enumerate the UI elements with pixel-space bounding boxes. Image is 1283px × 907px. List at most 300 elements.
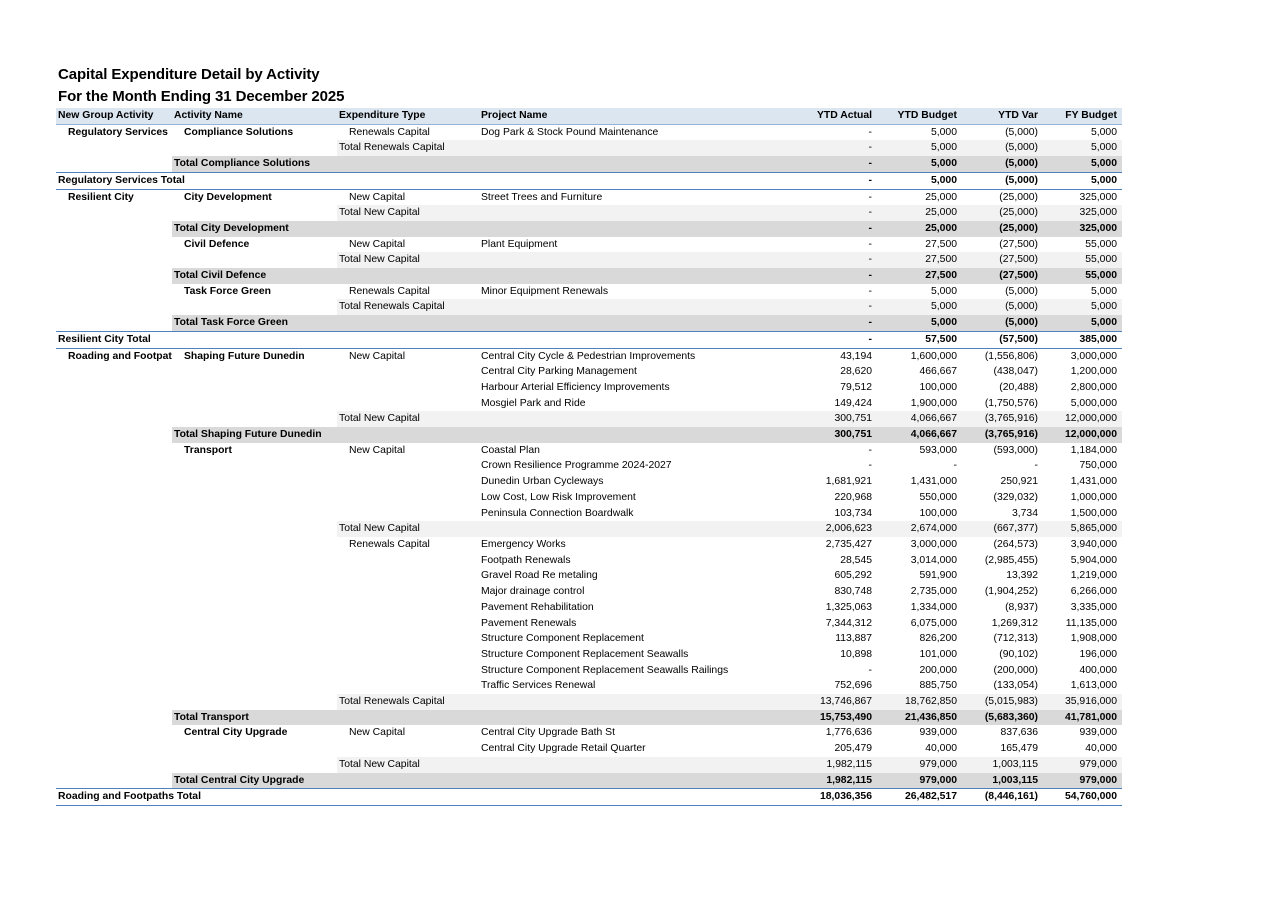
empty-cell: [56, 205, 172, 221]
fy-budget-cell: 5,000: [1090, 285, 1117, 297]
ytd-actual-cell: -: [868, 664, 872, 676]
ytd-actual-cell: 1,325,063: [825, 601, 872, 613]
project-cell: Pavement Renewals: [481, 617, 577, 629]
project-cell: Harbour Arterial Efficiency Improvements: [481, 381, 670, 393]
exp-type-cell: [337, 647, 479, 663]
table-row: [56, 380, 1122, 396]
group-cell: [56, 237, 172, 253]
activity-total-label: Total Compliance Solutions: [172, 156, 789, 172]
ytd-var-cell: (8,446,161): [962, 789, 1043, 806]
group-cell: [56, 663, 172, 679]
ytd-var-cell: (20,488): [999, 381, 1038, 393]
group-cell: [56, 616, 172, 632]
table-row: [56, 348, 1122, 364]
project-cell: Footpath Renewals: [481, 554, 571, 566]
group-cell: [56, 364, 172, 380]
fy-budget-cell: 5,000,000: [1070, 397, 1117, 409]
empty-cell: [172, 694, 337, 710]
empty-cell: [56, 710, 172, 726]
subtotal-label: Total New Capital: [337, 252, 479, 268]
ytd-var-cell: (1,904,252): [984, 586, 1038, 598]
group-cell: [56, 584, 172, 600]
activity-total-label: Total Civil Defence: [172, 268, 789, 284]
empty-cell: [172, 299, 337, 315]
table-row: [56, 568, 1122, 584]
table-row: [56, 616, 1122, 632]
fy-budget-cell: 11,135,000: [1065, 617, 1117, 629]
ytd-var-cell: -: [1034, 460, 1038, 472]
empty-cell: [56, 221, 172, 237]
ytd-var-cell: (25,000): [999, 191, 1038, 203]
fy-budget-cell: 1,431,000: [1070, 476, 1117, 488]
table-row: [56, 631, 1122, 647]
fy-budget-cell: 5,000: [1043, 140, 1122, 156]
ytd-actual-cell: -: [789, 221, 877, 237]
ytd-var-cell: (25,000): [962, 205, 1043, 221]
empty-cell: [172, 205, 337, 221]
ytd-var-cell: (200,000): [993, 664, 1038, 676]
table-row: [56, 490, 1122, 506]
fy-budget-cell: 3,335,000: [1070, 601, 1117, 613]
group-total-row: [56, 331, 1122, 348]
ytd-budget-cell: 885,750: [919, 680, 957, 692]
activity-total-row: [56, 710, 1122, 726]
group-total-label: Roading and Footpaths Total: [56, 789, 789, 806]
group-cell: [56, 443, 172, 459]
group-cell: [56, 647, 172, 663]
activity-cell: Compliance Solutions: [184, 126, 294, 138]
ytd-budget-cell: 1,600,000: [910, 350, 957, 362]
table-row: [56, 364, 1122, 380]
table-row: [56, 537, 1122, 553]
exp-type-subtotal-row: [56, 299, 1122, 315]
table-row: [56, 678, 1122, 694]
ytd-var-cell: (593,000): [993, 444, 1038, 456]
project-cell: Dunedin Urban Cycleways: [481, 476, 604, 488]
exp-type-cell: Renewals Capital: [349, 538, 430, 550]
activity-total-label: Total Transport: [172, 710, 789, 726]
fy-budget-cell: 1,908,000: [1070, 633, 1117, 645]
ytd-actual-cell: -: [868, 238, 872, 250]
fy-budget-cell: 55,000: [1085, 238, 1117, 250]
fy-budget-cell: 5,000: [1043, 156, 1122, 172]
fy-budget-cell: 1,613,000: [1070, 680, 1117, 692]
ytd-var-cell: (712,313): [993, 633, 1038, 645]
ytd-budget-cell: 27,500: [925, 238, 957, 250]
ytd-var-cell: (5,015,983): [962, 694, 1043, 710]
empty-cell: [56, 299, 172, 315]
subtotal-label: Total Renewals Capital: [337, 694, 479, 710]
ytd-budget-cell: 5,000: [930, 285, 957, 297]
ytd-var-cell: (27,500): [962, 252, 1043, 268]
exp-type-cell: [337, 678, 479, 694]
ytd-var-cell: (5,000): [962, 156, 1043, 172]
ytd-var-cell: (438,047): [993, 366, 1038, 378]
table-row: [56, 458, 1122, 474]
empty-cell: [479, 521, 789, 537]
activity-total-label: Total City Development: [172, 221, 789, 237]
group-cell: Regulatory Services: [68, 126, 168, 138]
table-row: [56, 284, 1122, 300]
ytd-actual-cell: 28,545: [840, 554, 872, 566]
ytd-actual-cell: -: [868, 126, 872, 138]
fy-budget-cell: 325,000: [1043, 221, 1122, 237]
activity-cell: [172, 537, 337, 553]
project-cell: Central City Upgrade Bath St: [481, 727, 615, 739]
ytd-var-cell: 3,734: [1011, 507, 1038, 519]
ytd-actual-cell: 2,006,623: [789, 521, 877, 537]
activity-cell: [172, 380, 337, 396]
ytd-budget-cell: 100,000: [919, 507, 957, 519]
ytd-budget-cell: 101,000: [919, 648, 957, 660]
ytd-actual-cell: 79,512: [840, 381, 872, 393]
col-header-group: New Group Activity: [56, 108, 172, 124]
activity-cell: [172, 506, 337, 522]
empty-cell: [479, 252, 789, 268]
ytd-budget-cell: 1,334,000: [910, 601, 957, 613]
group-cell: [56, 490, 172, 506]
activity-cell: City Development: [184, 191, 272, 203]
exp-type-cell: New Capital: [349, 350, 406, 362]
empty-cell: [56, 757, 172, 773]
ytd-actual-cell: 18,036,356: [789, 789, 877, 806]
ytd-var-cell: (667,377): [962, 521, 1043, 537]
ytd-budget-cell: 6,075,000: [910, 617, 957, 629]
activity-cell: [172, 396, 337, 412]
ytd-var-cell: (57,500): [962, 331, 1043, 348]
fy-budget-cell: 979,000: [1043, 773, 1122, 789]
ytd-budget-cell: 27,500: [877, 268, 962, 284]
ytd-var-cell: (27,500): [962, 268, 1043, 284]
fy-budget-cell: 400,000: [1079, 664, 1117, 676]
activity-cell: [172, 663, 337, 679]
exp-type-cell: [337, 553, 479, 569]
ytd-budget-cell: 5,000: [877, 156, 962, 172]
empty-cell: [479, 140, 789, 156]
report-subtitle: For the Month Ending 31 December 2025: [58, 88, 345, 105]
ytd-actual-cell: -: [789, 156, 877, 172]
group-cell: [56, 568, 172, 584]
ytd-actual-cell: 1,681,921: [825, 476, 872, 488]
fy-budget-cell: 979,000: [1043, 757, 1122, 773]
ytd-actual-cell: -: [868, 191, 872, 203]
fy-budget-cell: 385,000: [1043, 331, 1122, 348]
fy-budget-cell: 55,000: [1043, 268, 1122, 284]
ytd-budget-cell: 5,000: [877, 172, 962, 189]
fy-budget-cell: 5,000: [1090, 126, 1117, 138]
empty-cell: [479, 205, 789, 221]
activity-cell: [172, 600, 337, 616]
ytd-budget-cell: 25,000: [877, 205, 962, 221]
ytd-actual-cell: -: [789, 331, 877, 348]
activity-cell: [172, 631, 337, 647]
empty-cell: [479, 757, 789, 773]
ytd-var-cell: 1,269,312: [991, 617, 1038, 629]
exp-type-subtotal-row: [56, 757, 1122, 773]
ytd-var-cell: (5,000): [1005, 285, 1038, 297]
fy-budget-cell: 1,000,000: [1070, 491, 1117, 503]
fy-budget-cell: 12,000,000: [1043, 411, 1122, 427]
ytd-actual-cell: 2,735,427: [825, 538, 872, 550]
ytd-budget-cell: 466,667: [919, 366, 957, 378]
exp-type-cell: Renewals Capital: [349, 126, 430, 138]
ytd-budget-cell: 100,000: [919, 381, 957, 393]
activity-cell: [172, 584, 337, 600]
capex-table: [56, 108, 1122, 806]
ytd-budget-cell: 5,000: [877, 299, 962, 315]
group-cell: [56, 474, 172, 490]
ytd-var-cell: (3,765,916): [962, 411, 1043, 427]
ytd-var-cell: (5,000): [962, 140, 1043, 156]
ytd-var-cell: (90,102): [999, 648, 1038, 660]
project-cell: Pavement Rehabilitation: [481, 601, 594, 613]
activity-cell: [172, 741, 337, 757]
ytd-var-cell: 1,003,115: [962, 773, 1043, 789]
ytd-var-cell: (1,750,576): [984, 397, 1038, 409]
empty-cell: [56, 252, 172, 268]
fy-budget-cell: 5,000: [1043, 172, 1122, 189]
empty-cell: [56, 268, 172, 284]
ytd-actual-cell: -: [868, 444, 872, 456]
project-cell: Structure Component Replacement: [481, 633, 644, 645]
ytd-budget-cell: 18,762,850: [877, 694, 962, 710]
ytd-var-cell: (133,054): [993, 680, 1038, 692]
table-row: [56, 553, 1122, 569]
col-header-activity: Activity Name: [172, 108, 337, 124]
activity-cell: [172, 364, 337, 380]
project-cell: Central City Upgrade Retail Quarter: [481, 743, 646, 755]
ytd-var-cell: (5,000): [962, 315, 1043, 331]
ytd-actual-cell: -: [789, 172, 877, 189]
ytd-budget-cell: 25,000: [925, 191, 957, 203]
ytd-budget-cell: 3,014,000: [910, 554, 957, 566]
ytd-var-cell: (8,937): [1005, 601, 1038, 613]
group-cell: [56, 284, 172, 300]
fy-budget-cell: 3,000,000: [1070, 350, 1117, 362]
ytd-budget-cell: 4,066,667: [877, 427, 962, 443]
ytd-var-cell: 165,479: [1000, 743, 1038, 755]
table-row: [56, 741, 1122, 757]
ytd-budget-cell: 5,000: [877, 140, 962, 156]
exp-type-subtotal-row: [56, 205, 1122, 221]
ytd-budget-cell: 4,066,667: [877, 411, 962, 427]
ytd-actual-cell: 13,746,867: [789, 694, 877, 710]
ytd-budget-cell: 21,436,850: [877, 710, 962, 726]
ytd-actual-cell: 205,479: [834, 743, 872, 755]
ytd-var-cell: (264,573): [993, 538, 1038, 550]
activity-cell: Task Force Green: [184, 285, 272, 297]
table-row: [56, 124, 1122, 140]
empty-cell: [479, 694, 789, 710]
ytd-var-cell: (5,000): [962, 299, 1043, 315]
fy-budget-cell: 939,000: [1079, 727, 1117, 739]
activity-cell: [172, 647, 337, 663]
activity-total-label: Total Shaping Future Dunedin: [172, 427, 789, 443]
project-cell: Structure Component Replacement Seawalls Railings: [481, 664, 729, 676]
exp-type-cell: [337, 663, 479, 679]
subtotal-label: Total New Capital: [337, 757, 479, 773]
fy-budget-cell: 325,000: [1043, 205, 1122, 221]
activity-total-row: [56, 221, 1122, 237]
ytd-budget-cell: 939,000: [919, 727, 957, 739]
ytd-budget-cell: -: [953, 460, 957, 472]
ytd-actual-cell: -: [789, 140, 877, 156]
ytd-var-cell: 250,921: [1000, 476, 1038, 488]
ytd-var-cell: (5,000): [1005, 126, 1038, 138]
ytd-budget-cell: 979,000: [877, 757, 962, 773]
ytd-actual-cell: 300,751: [789, 411, 877, 427]
group-cell: [56, 506, 172, 522]
project-cell: Major drainage control: [481, 586, 585, 598]
exp-type-subtotal-row: [56, 140, 1122, 156]
fy-budget-cell: 1,184,000: [1070, 444, 1117, 456]
fy-budget-cell: 325,000: [1079, 191, 1117, 203]
exp-type-cell: [337, 364, 479, 380]
ytd-budget-cell: 3,000,000: [910, 538, 957, 550]
fy-budget-cell: 1,200,000: [1070, 366, 1117, 378]
activity-cell: [172, 490, 337, 506]
project-cell: Central City Cycle & Pedestrian Improvements: [481, 350, 696, 362]
empty-cell: [56, 427, 172, 443]
col-header-project: Project Name: [479, 108, 789, 124]
fy-budget-cell: 41,781,000: [1043, 710, 1122, 726]
ytd-budget-cell: 979,000: [877, 773, 962, 789]
fy-budget-cell: 5,000: [1043, 315, 1122, 331]
subtotal-label: Total New Capital: [337, 521, 479, 537]
group-cell: [56, 537, 172, 553]
activity-cell: [172, 458, 337, 474]
ytd-budget-cell: 826,200: [919, 633, 957, 645]
ytd-budget-cell: 591,900: [919, 570, 957, 582]
ytd-actual-cell: 15,753,490: [789, 710, 877, 726]
ytd-var-cell: (329,032): [993, 491, 1038, 503]
ytd-var-cell: (5,683,360): [962, 710, 1043, 726]
group-cell: [56, 725, 172, 741]
col-header-fy-budget: FY Budget: [1043, 108, 1122, 124]
ytd-budget-cell: 27,500: [877, 252, 962, 268]
col-header-ytd-var: YTD Var: [962, 108, 1043, 124]
ytd-actual-cell: 43,194: [840, 350, 872, 362]
project-cell: Central City Parking Management: [481, 366, 637, 378]
ytd-budget-cell: 5,000: [877, 315, 962, 331]
table-row: [56, 725, 1122, 741]
group-total-row: [56, 172, 1122, 189]
ytd-actual-cell: 28,620: [840, 366, 872, 378]
exp-type-subtotal-row: [56, 411, 1122, 427]
ytd-actual-cell: 220,968: [834, 491, 872, 503]
table-body: [56, 124, 1122, 805]
table-header: [56, 108, 1122, 124]
activity-cell: Transport: [184, 444, 232, 456]
ytd-actual-cell: -: [789, 205, 877, 221]
project-cell: Crown Resilience Programme 2024-2027: [481, 460, 672, 472]
subtotal-label: Total Renewals Capital: [337, 140, 479, 156]
ytd-actual-cell: -: [789, 299, 877, 315]
exp-type-cell: [337, 600, 479, 616]
group-cell: [56, 458, 172, 474]
empty-cell: [172, 521, 337, 537]
ytd-budget-cell: 2,674,000: [877, 521, 962, 537]
table-row: [56, 443, 1122, 459]
activity-cell: [172, 568, 337, 584]
project-cell: Traffic Services Renewal: [481, 680, 596, 692]
ytd-budget-cell: 57,500: [877, 331, 962, 348]
exp-type-cell: [337, 741, 479, 757]
empty-cell: [56, 156, 172, 172]
ytd-var-cell: 1,003,115: [962, 757, 1043, 773]
fy-budget-cell: 1,500,000: [1070, 507, 1117, 519]
ytd-budget-cell: 1,900,000: [910, 397, 957, 409]
activity-total-row: [56, 156, 1122, 172]
exp-type-cell: [337, 396, 479, 412]
exp-type-subtotal-row: [56, 694, 1122, 710]
fy-budget-cell: 3,940,000: [1070, 538, 1117, 550]
exp-type-cell: Renewals Capital: [349, 285, 430, 297]
exp-type-cell: [337, 490, 479, 506]
ytd-actual-cell: 830,748: [834, 586, 872, 598]
exp-type-cell: [337, 474, 479, 490]
exp-type-subtotal-row: [56, 521, 1122, 537]
exp-type-subtotal-row: [56, 252, 1122, 268]
table-row: [56, 600, 1122, 616]
empty-cell: [56, 411, 172, 427]
ytd-var-cell: 837,636: [1000, 727, 1038, 739]
ytd-var-cell: 13,392: [1006, 570, 1038, 582]
activity-total-label: Total Task Force Green: [172, 315, 789, 331]
table-row: [56, 584, 1122, 600]
table-row: [56, 663, 1122, 679]
ytd-actual-cell: 1,982,115: [789, 757, 877, 773]
activity-total-row: [56, 315, 1122, 331]
exp-type-cell: [337, 584, 479, 600]
activity-total-label: Total Central City Upgrade: [172, 773, 789, 789]
ytd-actual-cell: -: [789, 252, 877, 268]
ytd-var-cell: (25,000): [962, 221, 1043, 237]
group-total-row: [56, 789, 1122, 806]
ytd-actual-cell: 605,292: [834, 570, 872, 582]
ytd-actual-cell: 1,982,115: [789, 773, 877, 789]
fy-budget-cell: 55,000: [1043, 252, 1122, 268]
fy-budget-cell: 40,000: [1085, 743, 1117, 755]
empty-cell: [56, 140, 172, 156]
report-title: Capital Expenditure Detail by Activity: [58, 66, 320, 83]
exp-type-cell: [337, 506, 479, 522]
ytd-budget-cell: 593,000: [919, 444, 957, 456]
fy-budget-cell: 196,000: [1079, 648, 1117, 660]
ytd-actual-cell: 113,887: [835, 633, 872, 645]
empty-cell: [172, 411, 337, 427]
group-cell: Resilient City: [68, 191, 134, 203]
table-row: [56, 396, 1122, 412]
ytd-budget-cell: 5,000: [930, 126, 957, 138]
ytd-actual-cell: 1,776,636: [825, 727, 872, 739]
fy-budget-cell: 1,219,000: [1070, 570, 1117, 582]
exp-type-cell: [337, 616, 479, 632]
ytd-budget-cell: 40,000: [925, 743, 957, 755]
ytd-budget-cell: 1,431,000: [910, 476, 957, 488]
activity-cell: [172, 616, 337, 632]
empty-cell: [479, 411, 789, 427]
ytd-actual-cell: -: [868, 285, 872, 297]
activity-cell: Central City Upgrade: [184, 727, 288, 739]
table-row: [56, 474, 1122, 490]
exp-type-cell: New Capital: [349, 238, 406, 250]
project-cell: Emergency Works: [481, 538, 566, 550]
activity-cell: [172, 553, 337, 569]
fy-budget-cell: 750,000: [1079, 460, 1117, 472]
ytd-actual-cell: -: [789, 268, 877, 284]
ytd-var-cell: (27,500): [999, 238, 1038, 250]
